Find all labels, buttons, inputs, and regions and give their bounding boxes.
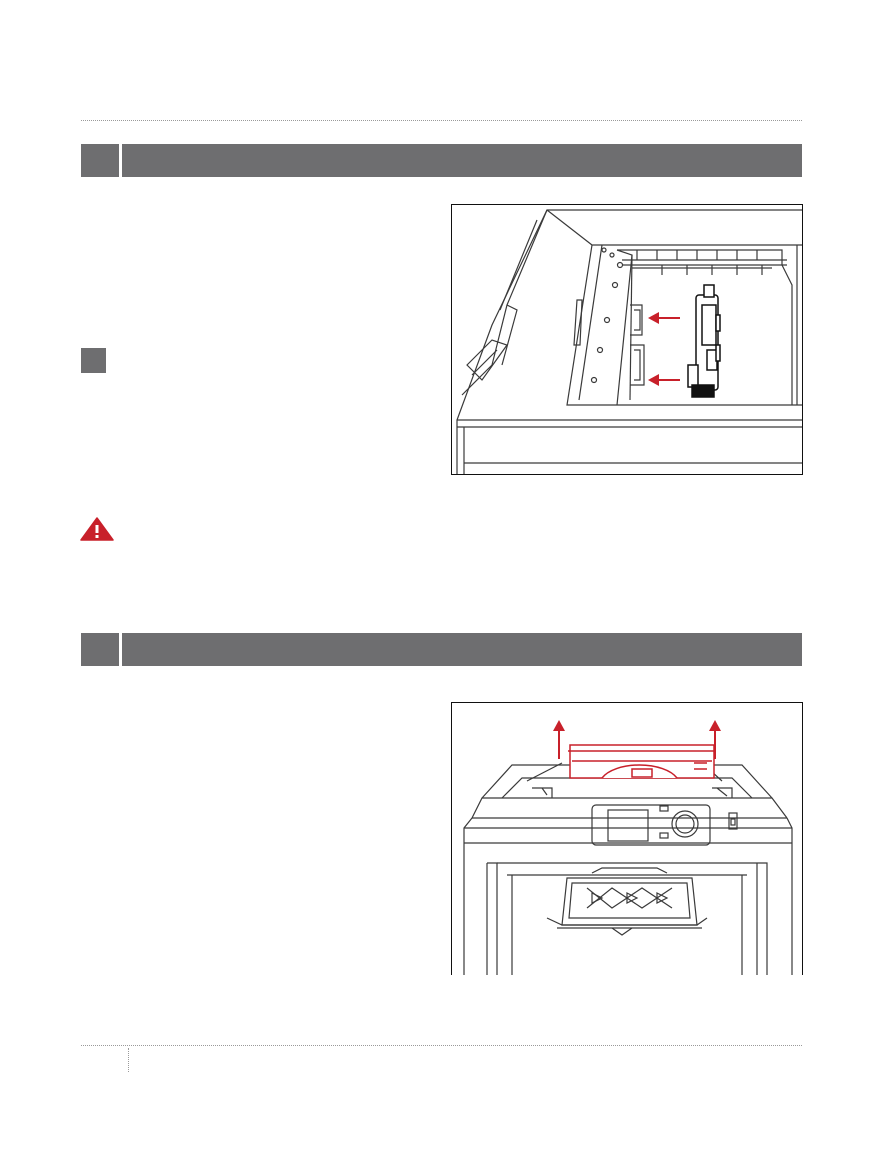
section-divider <box>119 633 122 666</box>
section-divider <box>119 144 122 177</box>
extruder-installation-figure <box>451 204 803 475</box>
section-header-2 <box>81 633 802 666</box>
extruder-installation-illustration <box>452 205 802 474</box>
footer-vertical-divider <box>128 1048 129 1072</box>
section-number-2 <box>81 633 119 666</box>
section-header-1 <box>81 144 802 177</box>
build-plate-removal-figure <box>451 702 803 975</box>
section-number-1 <box>81 144 119 177</box>
footer-dotted-rule <box>81 1045 802 1046</box>
step-marker <box>81 348 106 373</box>
printer-lid-illustration <box>452 703 802 975</box>
warning-triangle-icon <box>80 517 114 541</box>
top-dotted-rule <box>81 120 802 121</box>
